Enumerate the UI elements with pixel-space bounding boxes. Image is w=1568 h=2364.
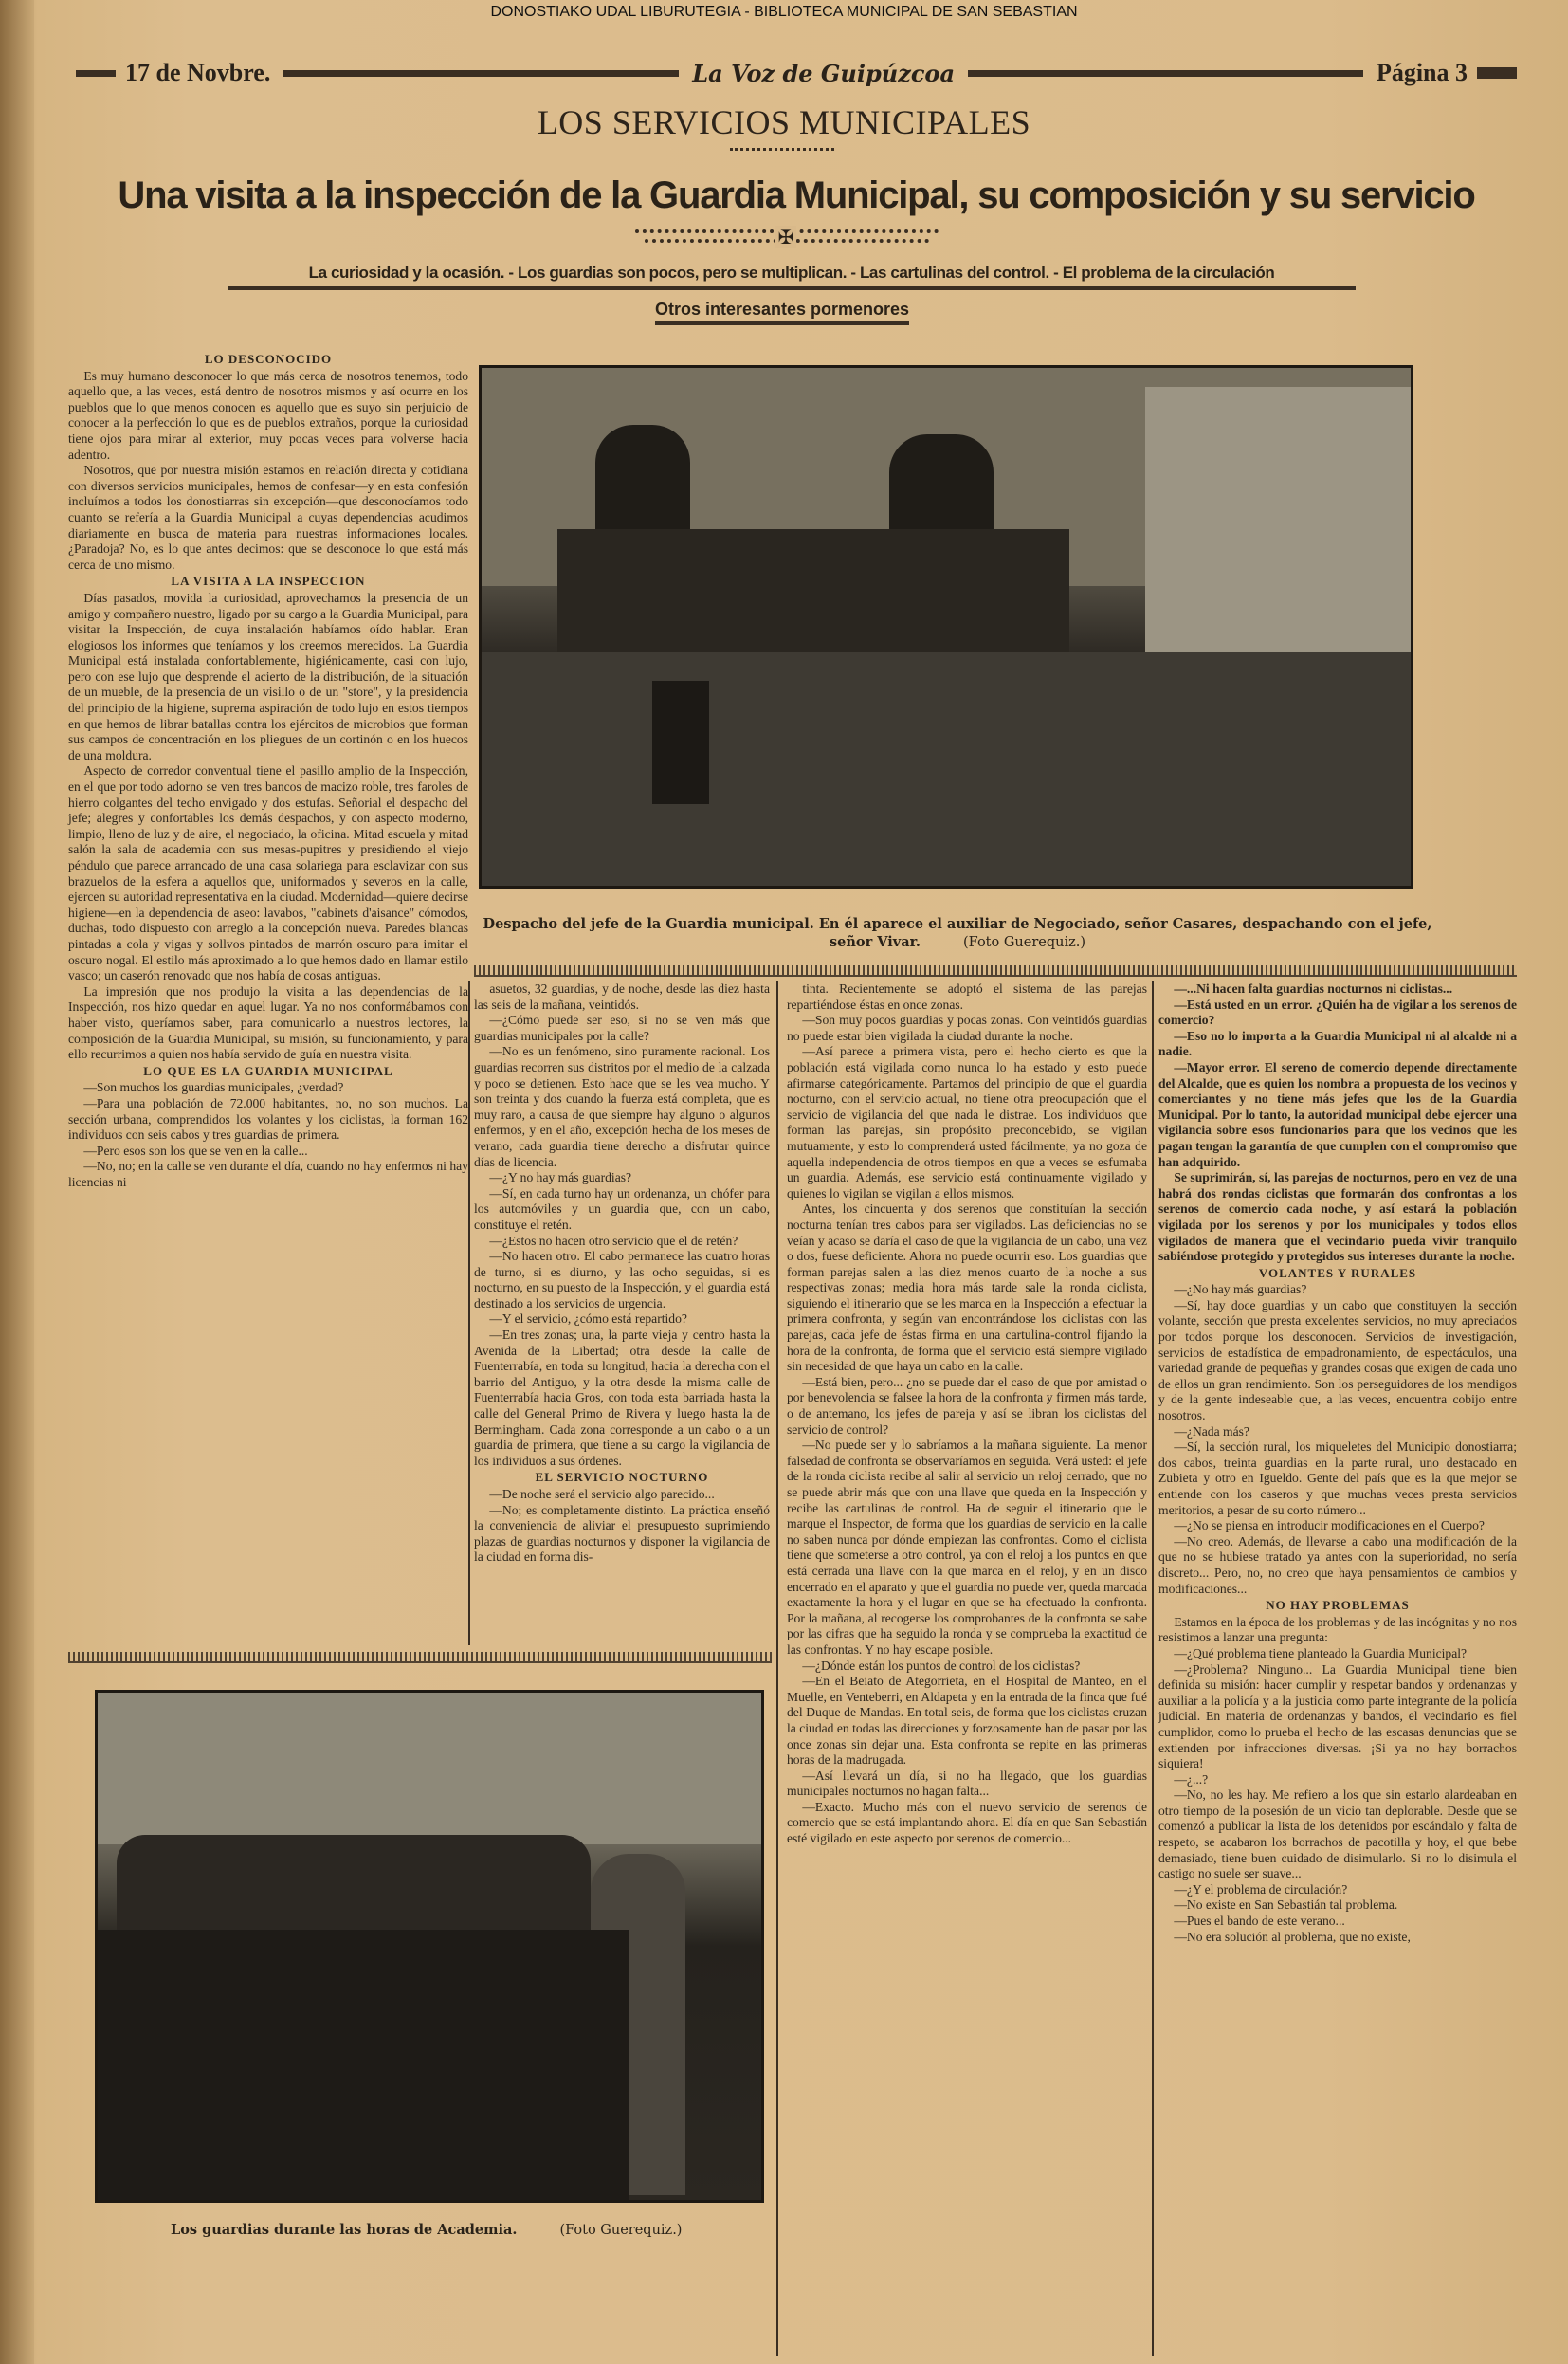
paragraph: —Para una población de 72.000 habitantes, no, no son muchos. La sección urbana, comprendidos los volantes y los ciclistas, la forman 162 individuos con seis cabos y tres guardias de primera.	[68, 1095, 468, 1143]
subheadline-secondary	[616, 300, 948, 320]
section-heading: EL SERVICIO NOCTURNO	[535, 1470, 709, 1485]
section-heading: LO QUE ES LA GUARDIA MUNICIPAL	[143, 1063, 393, 1078]
photo1-caption	[474, 915, 1441, 952]
paragraph: Se suprimirán, sí, las parejas de nocturnos, pero en vez de una habrá dos rondas ciclistas que formarán dos confrontas a los serenos de comercio cada noche, y así estará la población vigilada por los serenos y por los municipales y todos ellos vigilados de manera que el vecindario pueda vivir tranquilo sabiéndose protegido y protegidos sus intereses durante la noche.	[1158, 1170, 1517, 1264]
article-column-1	[68, 351, 468, 1190]
binding-shadow	[0, 0, 34, 2364]
subheadline-text: Otros interesantes pormenores	[655, 300, 909, 325]
paragraph: Nosotros, que por nuestra misión estamos en relación directa y cotidiana con diversos servicios municipales, hemos de confesar—y en esta confesión incluímos a todos los donostiarras sin excepción—que desconocíamos todo cuanto se refería a la Guardia Municipal a cuyas dependencias acudimos diariamente en busca de materia para nuestras informaciones locales. ¿Paradoja? No, es lo que antes decimos: que se desconoce lo que está más cerca de uno mismo.	[68, 463, 468, 572]
caption-text: Los guardias durante las horas de Academia.	[171, 2222, 518, 2238]
paragraph: —No, no les hay. Me refiero a los que sin estarlo alardeaban en otro tiempo de la posesión de un vicio tan deplorable. Desde que se comenzó a publicar la lista de los detenidos por escándalo y falta de respeto, se acabaron los borrachos de pacotilla y hoy, el que bebe demasiado, tiene buen cuidado de disimularlo. Si no lo disimula el castigo no suele ser suave...	[1158, 1787, 1517, 1881]
paragraph: Antes, los cincuenta y dos serenos que constituían la sección nocturna tenían tres cabos para ser vigilados. Las deficiencias no se veían y acaso se daría el caso de que la vigilancia de un cabo, una vez o dos, fuese deficiente. Ahora no puede ocurrir eso. Los guardias que forman parejas salen a las diez menos cuarto de la noche a sus respectivas zonas; media hora más tarde sale la ronda ciclista, siguiendo el itinerario que se les marca en la Inspección a efectuar la primera confronta, y según van encontrándose los ciclistas con las parejas, cada jefe de éstas firma en una cartulina-control fijando la hora de la confronta, de forma que el servicio está siempre vigilado sin necesidad de que haya un cabo en la calle.	[787, 1201, 1147, 1374]
dotted-rule	[730, 148, 834, 151]
paragraph: —¿...?	[1174, 1771, 1209, 1787]
paragraph: —Sí, la sección rural, los miqueletes del Municipio donostiarra; dos cabos, treinta guardias en la parte rural, uno destacado en Zubieta y otro en Igueldo. Gente del país que es la que mejor se entiende con los caseros y que muchas veces presta servicios meritorios, a pesar de su corto número...	[1158, 1439, 1517, 1517]
photo-credit: (Foto Guerequiz.)	[963, 935, 1086, 950]
paragraph: —Está bien, pero... ¿no se puede dar el caso de que por amistad o por benevolencia se falsee la hora de la confronta y firmen más tarde, o de antemano, los jefes de pareja y así se libran los ciclistas del servicio de control?	[787, 1374, 1147, 1437]
paragraph: Es muy humano desconocer lo que más cerca de nosotros tenemos, todo aquello que, a las veces, está dentro de nosotros mismos y así ocurre en los pueblos que lo que menos conocen es aquello que es suyo sin perjuicio de conocer a la perfección lo que es de pueblos extraños, porque la curiosidad tiene ojos para mirar al exterior, muy pocas veces para volverse hacia adentro.	[68, 368, 468, 462]
paragraph: —No, no; en la calle se ven durante el día, cuando no hay enfermos ni hay licencias ni	[68, 1159, 468, 1189]
paragraph: —¿Cómo puede ser eso, si no se ven más que guardias municipales por la calle?	[474, 1013, 770, 1043]
paragraph: asuetos, 32 guardias, y de noche, desde las diez hasta las seis de la mañana, veintidós.	[474, 981, 770, 1012]
paragraph: —Está usted en un error. ¿Quién ha de vigilar a los serenos de comercio?	[1158, 997, 1517, 1028]
paragraph: —¿Nada más?	[1174, 1423, 1249, 1439]
paragraph: Días pasados, movida la curiosidad, aprovechamos la presencia de un amigo y compañero nuestro, ligado por su cargo a la Guardia Municipal, para visitar la Inspección, de cuya instalación habíamos oído hablar. Eran elogiosos los informes que teníamos y los creemos merecidos. La Guardia Municipal está instalada confortablemente, higiénicamente, casi con lujo, pero con ese lujo que desprende el acierto de la distribución, de la situación de un mueble, de la presencia de un visillo o de un "store", y la presidencia del principio de la higiene, suprema aspiración de todo lujo en estos tiempos en que hemos de librar batallas contra los ejércitos de microbios que forman sus campos de concentración en los pliegues de un cortinón o en los huecos de una moldura.	[68, 590, 468, 762]
header-rule	[283, 70, 679, 77]
paragraph: —¿Y no hay más guardias?	[489, 1170, 632, 1185]
article-column-2	[474, 981, 770, 1566]
paragraph: —Exacto. Mucho más con el nuevo servicio de serenos de comercio que se está implantando ahora. El día en que San Sebastián esté vigilado en este aspecto por serenos de comercio...	[787, 1799, 1147, 1846]
section-heading: NO HAY PROBLEMAS	[1266, 1598, 1410, 1613]
headline: Una visita a la inspección de la Guardia Municipal, su composición y su servicio	[118, 174, 1475, 216]
paragraph: tinta. Recientemente se adoptó el sistema de las parejas repartiéndose éstas en once zonas.	[787, 981, 1147, 1012]
paragraph: —¿Problema? Ninguno... La Guardia Municipal tiene bien definida su misión: hacer cumplir y respetar bandos y ordenanzas y auxiliar a la policía y a la justicia como parte integrante de la policía judicial. En materia de ordenanzas y bandos, el vecindario es fiel cumplidor, como lo prueba el hecho de las escasas denuncias que se extienden por infracciones diversas. ¡Si ya no hay borrachos siquiera!	[1158, 1661, 1517, 1771]
paragraph: —Sí, hay doce guardias y un cabo que constituyen la sección volante, sección que presta excelentes servicios, no muy apreciados por todos porque los desconocen. Servicios de investigación, servicios de estadística de empadronamiento, de espectáculos, una variedad grande de pequeñas y grandes cosas que exigen de cada uno de ellos un gran rendimiento. Son los perseguidores de los mendigos y de la gente indeseable que, a las veces, encuentra cobijo entre nosotros.	[1158, 1297, 1517, 1423]
paragraph: —...Ni hacen falta guardias nocturnos ni ciclistas...	[1174, 981, 1453, 996]
paragraph: —En tres zonas; una, la parte vieja y centro hasta la Avenida de la Libertad; otra desde la calle de Fuenterrabía, en toda su longitud, hacia la derecha con el barrio del Antiguo, y la otra desde la misma calle de Fuenterrabía hacia Gros, con toda esta barriada hasta la calle del General Primo de Rivera y luego hasta la de Bermingham. Cada zona corresponde a un cabo o a un guardia de primera, que tiene a su cargo la vigilancia de los individuos a sus órdenes.	[474, 1328, 770, 1468]
paragraph: Estamos en la época de los problemas y de las incógnitas y no nos resistimos a lanzar una pregunta:	[1158, 1614, 1517, 1645]
header-date: 17 de Novbre.	[125, 59, 271, 86]
column-rule	[468, 981, 470, 1645]
paragraph: —Son muy pocos guardias y pocas zonas. Con veintidós guardias no puede estar bien vigilada la ciudad durante la noche.	[787, 1013, 1147, 1043]
ornament-divider: ✠	[635, 226, 939, 247]
header-rule	[76, 70, 116, 77]
header-rule	[968, 70, 1363, 77]
wavy-rule	[474, 965, 1517, 977]
paragraph: —¿No hay más guardias?	[1174, 1282, 1307, 1297]
section-heading: VOLANTES Y RURALES	[1258, 1265, 1417, 1280]
paragraph: —Así parece a primera vista, pero el hecho cierto es que la población está vigilada como nunca lo ha estado y esto puede afirmarse categóricamente. Partamos del principio de que el guardia nocturno, con el servicio actual, no tiene otra preocupación que el servicio de vigilancia del que nada le distrae. Los individuos que forman las parejas, sin propósito preconcebido, se vigilan mutuamente, y esto lo comprenderá usted fácilmente; ya no goza de aquella independencia de otros tiempos en que a veces se esfumaba un guardia. Además, ese servicio está continuamente vigilado y quienes lo vigilan se vigilan a ellos mismos.	[787, 1044, 1147, 1200]
paragraph: —Y el servicio, ¿cómo está repartido?	[489, 1311, 687, 1327]
newspaper-name: La Voz de Guipúzcoa	[692, 59, 955, 87]
paragraph: —¿Y el problema de circulación?	[1174, 1881, 1348, 1897]
column-rule	[776, 981, 778, 2356]
column-rule	[1152, 981, 1154, 2356]
paragraph: —¿No se piensa en introducir modificaciones en el Cuerpo?	[1174, 1518, 1485, 1533]
paragraph: —Eso no lo importa a la Guardia Municipal ni al alcalde ni a nadie.	[1158, 1028, 1517, 1059]
paragraph: —No existe en San Sebastián tal problema.	[1174, 1897, 1398, 1913]
paragraph: Aspecto de corredor conventual tiene el pasillo amplio de la Inspección, en el que por todo adorno se ven tres bancos de macizo roble, tres faroles de hierro colgantes del techo envigado y dos estufas. Señorial el despacho del jefe; alegres y confortables los demás despachos, y con aspecto moderno, limpio, lleno de luz y de aire, el negociado, la oficina. Mitad escuela y mitad salón la sala de academia con sus mesas-pupitres y presidiendo el viejo péndulo que parece arrancado de una casa solariega para esclavizar con sus brazuelos de la esfera a aquellos que, uniformados y severos en la calle, ejercen su autoridad representativa en la ciudad. Modernidad—quiere decirse higiene—en la dependencia de aseo: lavabos, "cabinets d'aisance" cómodos, duchas, todo dispuesto con arreglo a la concepción nueva. Paredes blancas pintadas a cola y vigas y sollvos pintados de marrón oscuro para imitar el oscuro nogal. El estilo más aproximado a lo que hemos dado en llamar estilo vasco; un caserón renovado que nos había de cosas antiguas.	[68, 763, 468, 983]
paragraph: —¿Dónde están los puntos de control de los ciclistas?	[802, 1658, 1081, 1673]
paragraph: —Pero esos son los que se ven en la calle...	[83, 1143, 308, 1158]
subheadline: La curiosidad y la ocasión. - Los guardias son pocos, pero se multiplican. - Las cartulinas del control. - El problema de la circulación	[228, 264, 1356, 290]
paragraph: —No puede ser y lo sabríamos a la mañana siguiente. La menor falsedad de confronta se observaríamos en seguida. Verá usted: el jefe de la ronda ciclista recibe al salir al servicio un reloj cerrado, que no se puede abrir más que con una llave que queda en la Inspección y recibe las cartulinas de control. Ha de seguir el itinerario que le marque el Inspector, de forma que los guardias de servicio en la calle no saben nunca por dónde empiezan las confrontas. Como el ciclista tiene que someterse a otro control, ya con el reloj a los puntos en que está cerrada una llave con la que marca en el reloj, y en un disco encerrado en el aparato y que el guardia no puede ver, queda marcada exactamente la hora y el lugar en que se ha efectuado la confronta. Por la mañana, al recogerse los comprobantes de la confronta se sabe por las cifras que ha seguido la ronda y se comprueba la exactitud de las confrontas. Y no hay escape posible.	[787, 1438, 1147, 1657]
header-rule	[1477, 67, 1517, 79]
archive-watermark: DONOSTIAKO UDAL LIBURUTEGIA - BIBLIOTECA MUNICIPAL DE SAN SEBASTIAN	[490, 4, 1078, 20]
photo-credit: (Foto Guerequiz.)	[559, 2223, 683, 2238]
paragraph: —Son muchos los guardias municipales, ¿verdad?	[83, 1080, 344, 1095]
academy-photo	[95, 1690, 764, 2203]
paragraph: —De noche será el servicio algo parecido...	[489, 1487, 715, 1501]
paragraph: —No es un fenómeno, sino puramente racional. Los guardias recorren sus distritos por el medio de la calzada y poco se detienen. Esto hace que se les vea mucho. Y son treinta y dos cuando la fuerza está completa, que es muy raro, a causa de que siempre hay alguno o algunos enfermos, y en el año, excepción hecha de los meses de verano, cada guardia tiene derecho a disfrutar quince días de licencia.	[474, 1044, 770, 1169]
paragraph: —En el Beiato de Ategorrieta, en el Hospital de Manteo, en el Muelle, en Venteberri, en Aldapeta y en la entrada de la finca que fué del Duque de Mandas. En total seis, de forma que los ciclistas cruzan la ciudad en todas las direcciones y forzosamente han de pasar por las once zonas sin dejar una. Esta confronta se repite en las primeras horas de la madrugada.	[787, 1674, 1147, 1768]
paragraph: —Mayor error. El sereno de comercio depende directamente del Alcalde, que es quien los nombra a propuesta de los vecinos y comerciantes y no tiene más jefes que los de la Guardia Municipal. Por lo tanto, la autoridad municipal debe ejercer una vigilancia sobre esos funcionarios para que los vecinos que les pagan tengan la garantía de que cumplen con el compromiso que han adquirido.	[1158, 1059, 1517, 1169]
caption-text: Despacho del jefe de la Guardia municipal. En él aparece el auxiliar de Negociado, señor Casares, despachando con el jefe, señor Vivar.	[483, 916, 1432, 950]
page-number: Página 3	[1376, 59, 1468, 86]
section-title: LOS SERVICIOS MUNICIPALES	[537, 103, 1031, 141]
paragraph: —No era solución al problema, que no existe,	[1174, 1929, 1411, 1944]
section-heading: LA VISITA A LA INSPECCION	[171, 574, 366, 589]
running-header	[76, 59, 1517, 87]
article-column-3	[787, 981, 1147, 1847]
paragraph: —No; es completamente distinto. La práctica enseñó la conveniencia de aliviar el presupuesto suprimiendo plazas de guardias nocturnos y disponer la vigilancia de la ciudad en forma dis-	[474, 1502, 770, 1565]
paragraph: —No creo. Además, de llevarse a cabo una modificación de la que no se hubiese tratado ya antes con la superioridad, no sería discreto... Pero, no, no creo que haya pensamientos de cambios y modificaciones...	[1158, 1533, 1517, 1596]
paragraph: —¿Qué problema tiene planteado la Guardia Municipal?	[1174, 1645, 1468, 1660]
paragraph: —¿Estos no hacen otro servicio que el de retén?	[489, 1233, 738, 1248]
paragraph: —Pues el bando de este verano...	[1174, 1914, 1345, 1929]
paragraph: —No hacen otro. El cabo permanece las cuatro horas de turno, si es diurno, y las ocho seguidas, si es nocturno, en su puesto de la Inspección, y el guardia está destinado a los servicios de urgencia.	[474, 1249, 770, 1310]
paragraph: La impresión que nos produjo la visita a las dependencias de la Inspección, nos hizo quedar en aquel lugar. Ya no nos conformábamos con haber visto, queríamos saber, para comunicarlo a nuestros lectores, la composición de la Guardia Municipal, su misión, su funcionamiento, y para ello recurrimos a quien nos había servido de guía en nuestra visita.	[68, 983, 468, 1062]
paragraph: —Así llevará un día, si no ha llegado, que los guardias municipales nocturnos no hagan falta...	[787, 1768, 1147, 1799]
article-column-4	[1158, 981, 1517, 1945]
photo2-caption	[171, 2221, 758, 2240]
wavy-rule	[68, 1652, 772, 1663]
section-heading: LO DESCONOCIDO	[204, 352, 333, 366]
paragraph: —Sí, en cada turno hay un ordenanza, un chófer para los automóviles y un guardia que, con un cabo, constituye el retén.	[474, 1185, 770, 1232]
office-photo	[479, 365, 1413, 889]
